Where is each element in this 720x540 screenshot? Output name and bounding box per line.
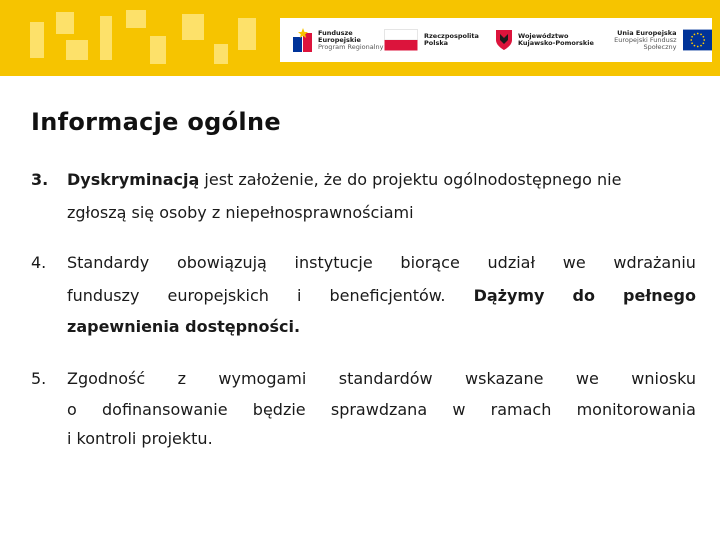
bold-term: Dyskryminacją <box>67 170 200 189</box>
fe-line1: Fundusze <box>318 28 353 37</box>
decor-shape <box>126 10 146 28</box>
word: będzie <box>252 400 306 419</box>
bold-phrase: zapewnienia dostępności. <box>67 317 301 336</box>
word: wymogami <box>218 369 307 388</box>
word: wdrażaniu <box>613 253 696 272</box>
item-line: i kontroli projektu. <box>67 429 213 448</box>
fe-logo <box>292 18 384 62</box>
decor-shape <box>150 36 166 64</box>
item-number: 4. <box>31 253 47 272</box>
word: wniosku <box>631 369 696 388</box>
item-number: 3. <box>31 170 49 189</box>
decor-shape <box>182 14 204 40</box>
decor-shape <box>30 22 44 58</box>
region-crest-icon <box>494 28 514 52</box>
ue-line2: Europejski Fundusz Społeczny <box>614 35 677 51</box>
fe-line3: Program Regionalny <box>318 42 384 51</box>
rp-logo <box>384 18 479 62</box>
rp-line2: Polska <box>424 39 449 47</box>
word: we <box>562 253 586 272</box>
word: Standardy <box>67 253 150 272</box>
word: o <box>67 400 77 419</box>
logo-strip <box>280 18 712 62</box>
bold-word: do <box>572 286 595 305</box>
eu-flag-icon <box>683 28 712 52</box>
page-title: Informacje ogólne <box>31 108 281 136</box>
item-line <box>67 400 696 419</box>
fe-line2: Europejskie <box>318 35 361 44</box>
word: ramach <box>490 400 552 419</box>
word: funduszy <box>67 286 140 305</box>
item-line <box>67 317 300 336</box>
word: instytucje <box>294 253 373 272</box>
decor-shape <box>66 40 88 60</box>
decor-shape <box>214 44 228 64</box>
header-band <box>0 0 720 76</box>
woj-line1: Województwo <box>518 32 569 40</box>
item-number: 5. <box>31 369 47 388</box>
line-text: jest założenie, że do projektu ogólnodostępnego nie <box>199 170 622 189</box>
item-line <box>67 286 696 305</box>
bold-word: pełnego <box>623 286 696 305</box>
decor-shape <box>238 18 256 50</box>
fe-star-icon <box>292 27 314 53</box>
woj-logo <box>494 18 594 62</box>
word: beneficjentów. <box>329 286 446 305</box>
bold-word: Dążymy <box>473 286 545 305</box>
item-line: zgłoszą się osoby z niepełnosprawnościami <box>67 203 414 222</box>
word: w <box>452 400 466 419</box>
decor-shape <box>56 12 74 34</box>
item-line <box>67 253 696 272</box>
ue-line1: Unia Europejska <box>617 28 677 37</box>
word: sprawdzana <box>330 400 428 419</box>
word: Zgodność <box>67 369 146 388</box>
decor-shape <box>100 16 112 60</box>
word: wskazane <box>465 369 544 388</box>
item-line <box>67 369 696 388</box>
item-line <box>67 170 621 189</box>
word: monitorowania <box>576 400 696 419</box>
word: udział <box>487 253 536 272</box>
word: biorące <box>400 253 460 272</box>
word: europejskich <box>167 286 269 305</box>
word: z <box>177 369 186 388</box>
woj-line2: Kujawsko-Pomorskie <box>518 39 594 47</box>
rp-line1: Rzeczpospolita <box>424 32 479 40</box>
word: dofinansowanie <box>102 400 228 419</box>
word: i <box>296 286 302 305</box>
word: standardów <box>338 369 433 388</box>
word: obowiązują <box>176 253 267 272</box>
word: we <box>575 369 599 388</box>
poland-flag-icon <box>384 29 418 51</box>
ue-logo <box>592 18 712 62</box>
